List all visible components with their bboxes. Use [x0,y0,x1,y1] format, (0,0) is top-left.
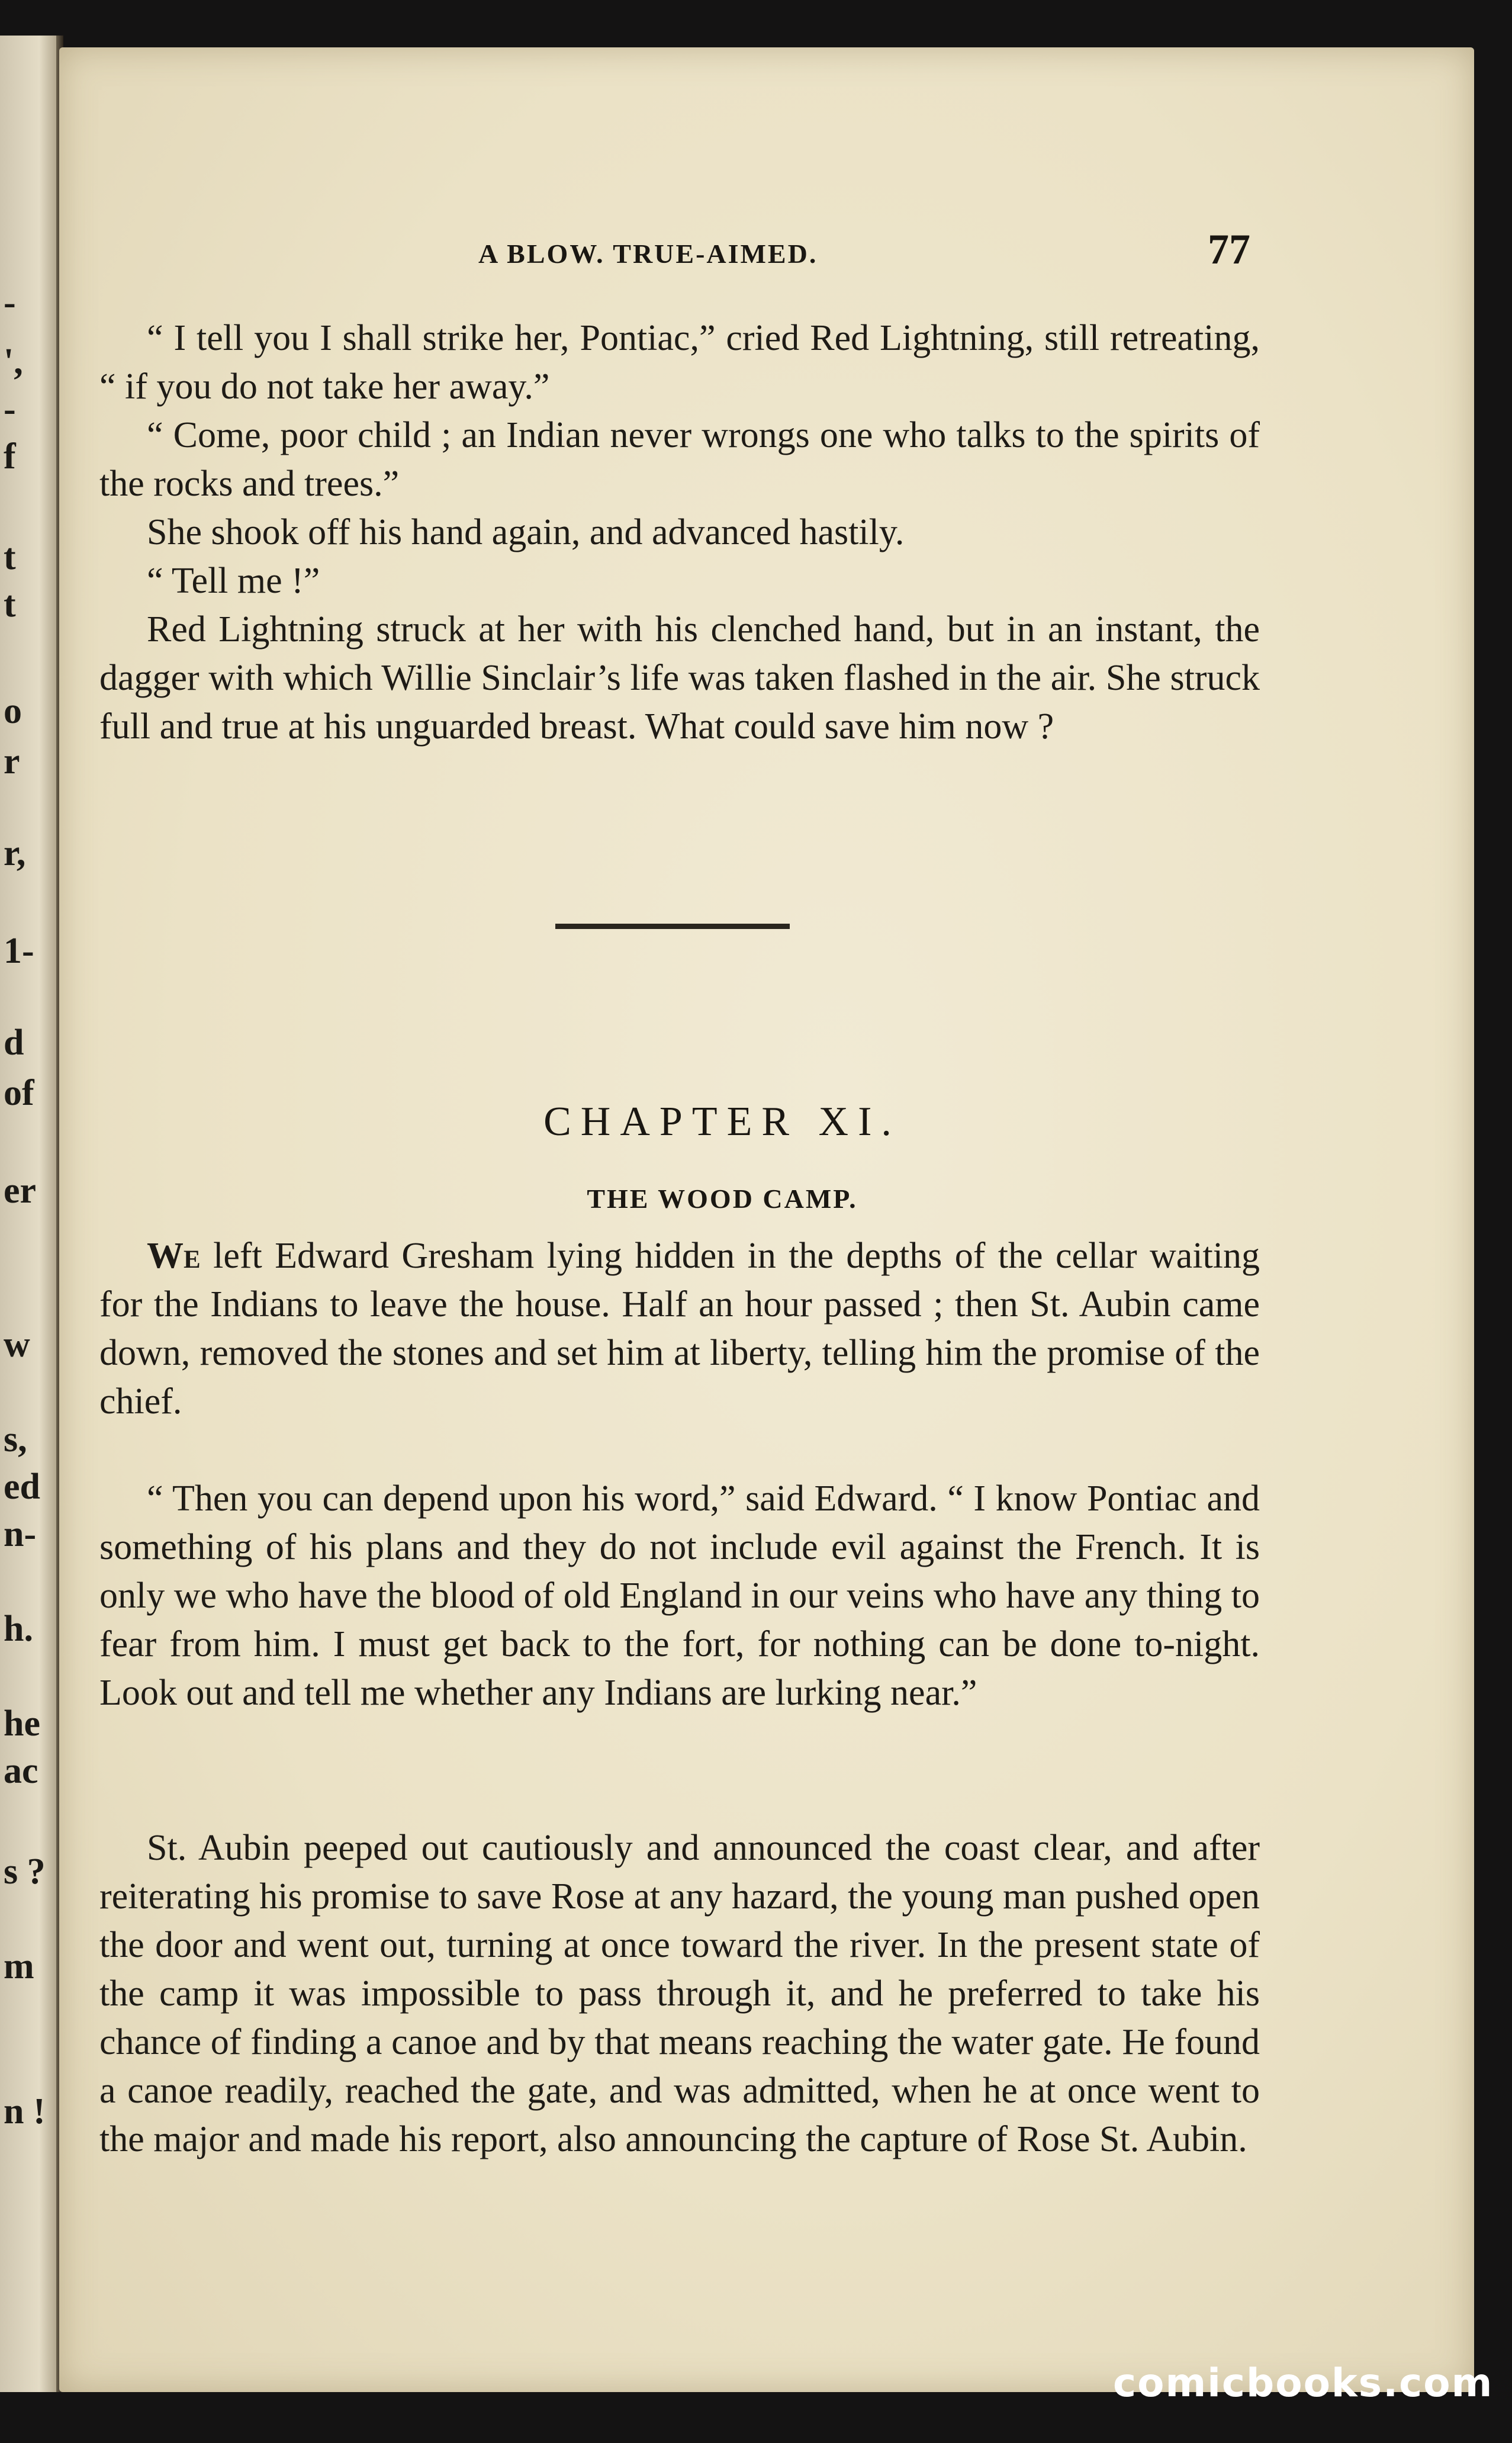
left-page-fragment: h. [4,1609,33,1649]
running-head: A BLOW. TRUE-AIMED. [478,239,818,269]
left-page-fragment: er [4,1171,37,1211]
page-header [59,220,1474,291]
small-caps-lead: We [147,1236,201,1276]
left-page-fragment: t [4,584,16,625]
left-page-fragment: ed [4,1467,40,1507]
left-page-fragment: s ? [4,1851,46,1892]
site-watermark: comicbooks.com [1113,2360,1494,2406]
paragraph: “ Then you can depend upon his word,” said Edward. “ I know Pontiac and something of his plans and they do not include evil against the French. It is only we who have the blood of old England in our veins who have any thing to fear from him. I must get back to the fort, for nothing can be done to-night. Look out and tell me whether any Indians are lurking near.” [99,1478,1260,1713]
left-page-fragment: - [4,282,16,323]
left-page-fragment: 1- [4,931,34,971]
left-page-fragment: o [4,691,22,731]
paragraph [99,1232,1260,1426]
paragraph: Red Lightning struck at her with his clenched hand, but in an instant, the dagger with which Willie Sinclair’s life was taken flashed in the air. She struck full and true at his unguarded breast. What could save him now ? [99,609,1260,747]
left-page-fragment: r, [4,833,26,873]
chapter-title: CHAPTER XI. [543,1099,901,1145]
left-page-fragment: n ! [4,2091,46,2132]
left-page-fragment: ac [4,1751,38,1791]
page-number: 77 [1208,226,1250,273]
left-page-fragment: n- [4,1514,37,1554]
paragraph: She shook off his hand again, and advanced hastily. [147,512,905,552]
paragraph: “ Come, poor child ; an Indian never wrongs one who talks to the spirits of the rocks and trees.” [99,415,1260,504]
left-page-fragment: r [4,741,20,782]
paragraph: St. Aubin peeped out cautiously and announced the coast clear, and after reiterating his promise to save Rose at any hazard, the young man pushed open the door and went out, turning at once toward the river. In the present state of the camp it was impossible to pass through it, and he preferred to take his chance of finding a canoe and by that means reaching the water gate. He found a canoe readily, reached the gate, and was admitted, when he at once went to the major and made his report, also announcing the capture of Rose St. Aubin. [99,1828,1260,2159]
section-divider [555,924,790,929]
left-page-fragment: f [4,436,16,477]
book-page [59,47,1474,2392]
paragraph-text: left Edward Gresham lying hidden in the depths of the cellar waiting for the Indians to leave the house. Half an hour passed ; then St. Aubin came down, removed the stones and set him at liberty, telling him the promise of the chief. [99,1236,1260,1422]
left-page-fragment: s, [4,1419,27,1460]
paragraph: “ I tell you I shall strike her, Pontiac,” cried Red Lightning, still retreating, “ if you do not take her away.” [99,318,1260,407]
left-page-fragment: ', [4,342,23,382]
left-page-fragment: m [4,1946,34,1986]
left-page-fragment: he [4,1703,40,1744]
left-page-fragment: of [4,1073,34,1113]
left-page-fragment: w [4,1325,30,1365]
chapter-subtitle: THE WOOD CAMP. [587,1184,858,1214]
left-page-edge [0,36,56,2392]
left-page-fragment: d [4,1023,24,1063]
left-page-fragment: t [4,537,16,577]
left-page-fragment: - [4,389,16,429]
paragraph: “ Tell me !” [147,561,320,601]
